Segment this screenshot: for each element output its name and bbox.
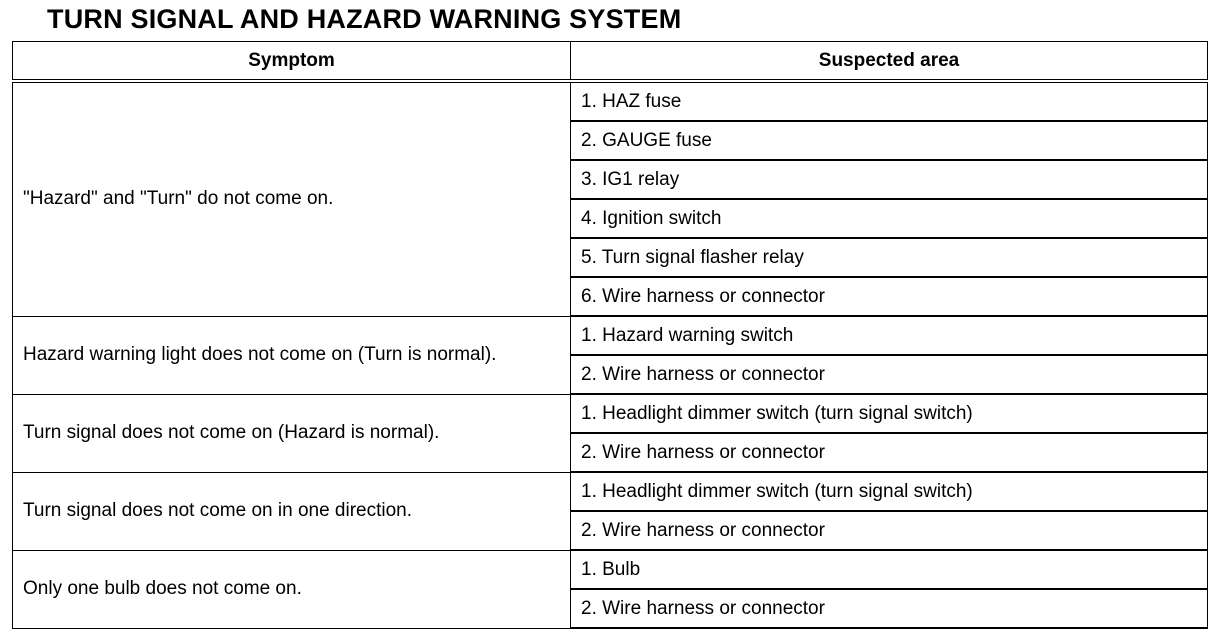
suspected-area-cell: 2. Wire harness or connector	[571, 355, 1208, 394]
table-row	[13, 394, 1208, 433]
symptom-cell: "Hazard" and "Turn" do not come on.	[13, 81, 571, 316]
suspected-area-cell: 2. Wire harness or connector	[571, 589, 1208, 628]
table-body	[13, 81, 1208, 628]
suspected-area-cell: 1. Headlight dimmer switch (turn signal switch)	[571, 394, 1208, 433]
suspected-area-header: Suspected area	[571, 42, 1208, 82]
symptom-cell: Turn signal does not come on in one direction.	[13, 472, 571, 550]
suspected-area-cell: 1. Headlight dimmer switch (turn signal switch)	[571, 472, 1208, 511]
table-header-row	[13, 42, 1208, 82]
suspected-area-cell: 2. GAUGE fuse	[571, 121, 1208, 160]
table-row	[13, 472, 1208, 511]
suspected-area-cell: 1. Hazard warning switch	[571, 316, 1208, 355]
symptom-header: Symptom	[13, 42, 571, 82]
table-row	[13, 316, 1208, 355]
suspected-area-cell: 5. Turn signal flasher relay	[571, 238, 1208, 277]
troubleshooting-table	[12, 41, 1208, 629]
suspected-area-cell: 1. Bulb	[571, 550, 1208, 589]
symptom-cell: Hazard warning light does not come on (Turn is normal).	[13, 316, 571, 394]
symptom-cell: Only one bulb does not come on.	[13, 550, 571, 628]
table-row	[13, 81, 1208, 121]
suspected-area-cell: 3. IG1 relay	[571, 160, 1208, 199]
symptom-cell: Turn signal does not come on (Hazard is normal).	[13, 394, 571, 472]
suspected-area-cell: 4. Ignition switch	[571, 199, 1208, 238]
table-row	[13, 550, 1208, 589]
suspected-area-cell: 6. Wire harness or connector	[571, 277, 1208, 316]
suspected-area-cell: 2. Wire harness or connector	[571, 433, 1208, 472]
suspected-area-cell: 1. HAZ fuse	[571, 81, 1208, 121]
suspected-area-cell: 2. Wire harness or connector	[571, 511, 1208, 550]
page-title: TURN SIGNAL AND HAZARD WARNING SYSTEM	[47, 4, 682, 34]
